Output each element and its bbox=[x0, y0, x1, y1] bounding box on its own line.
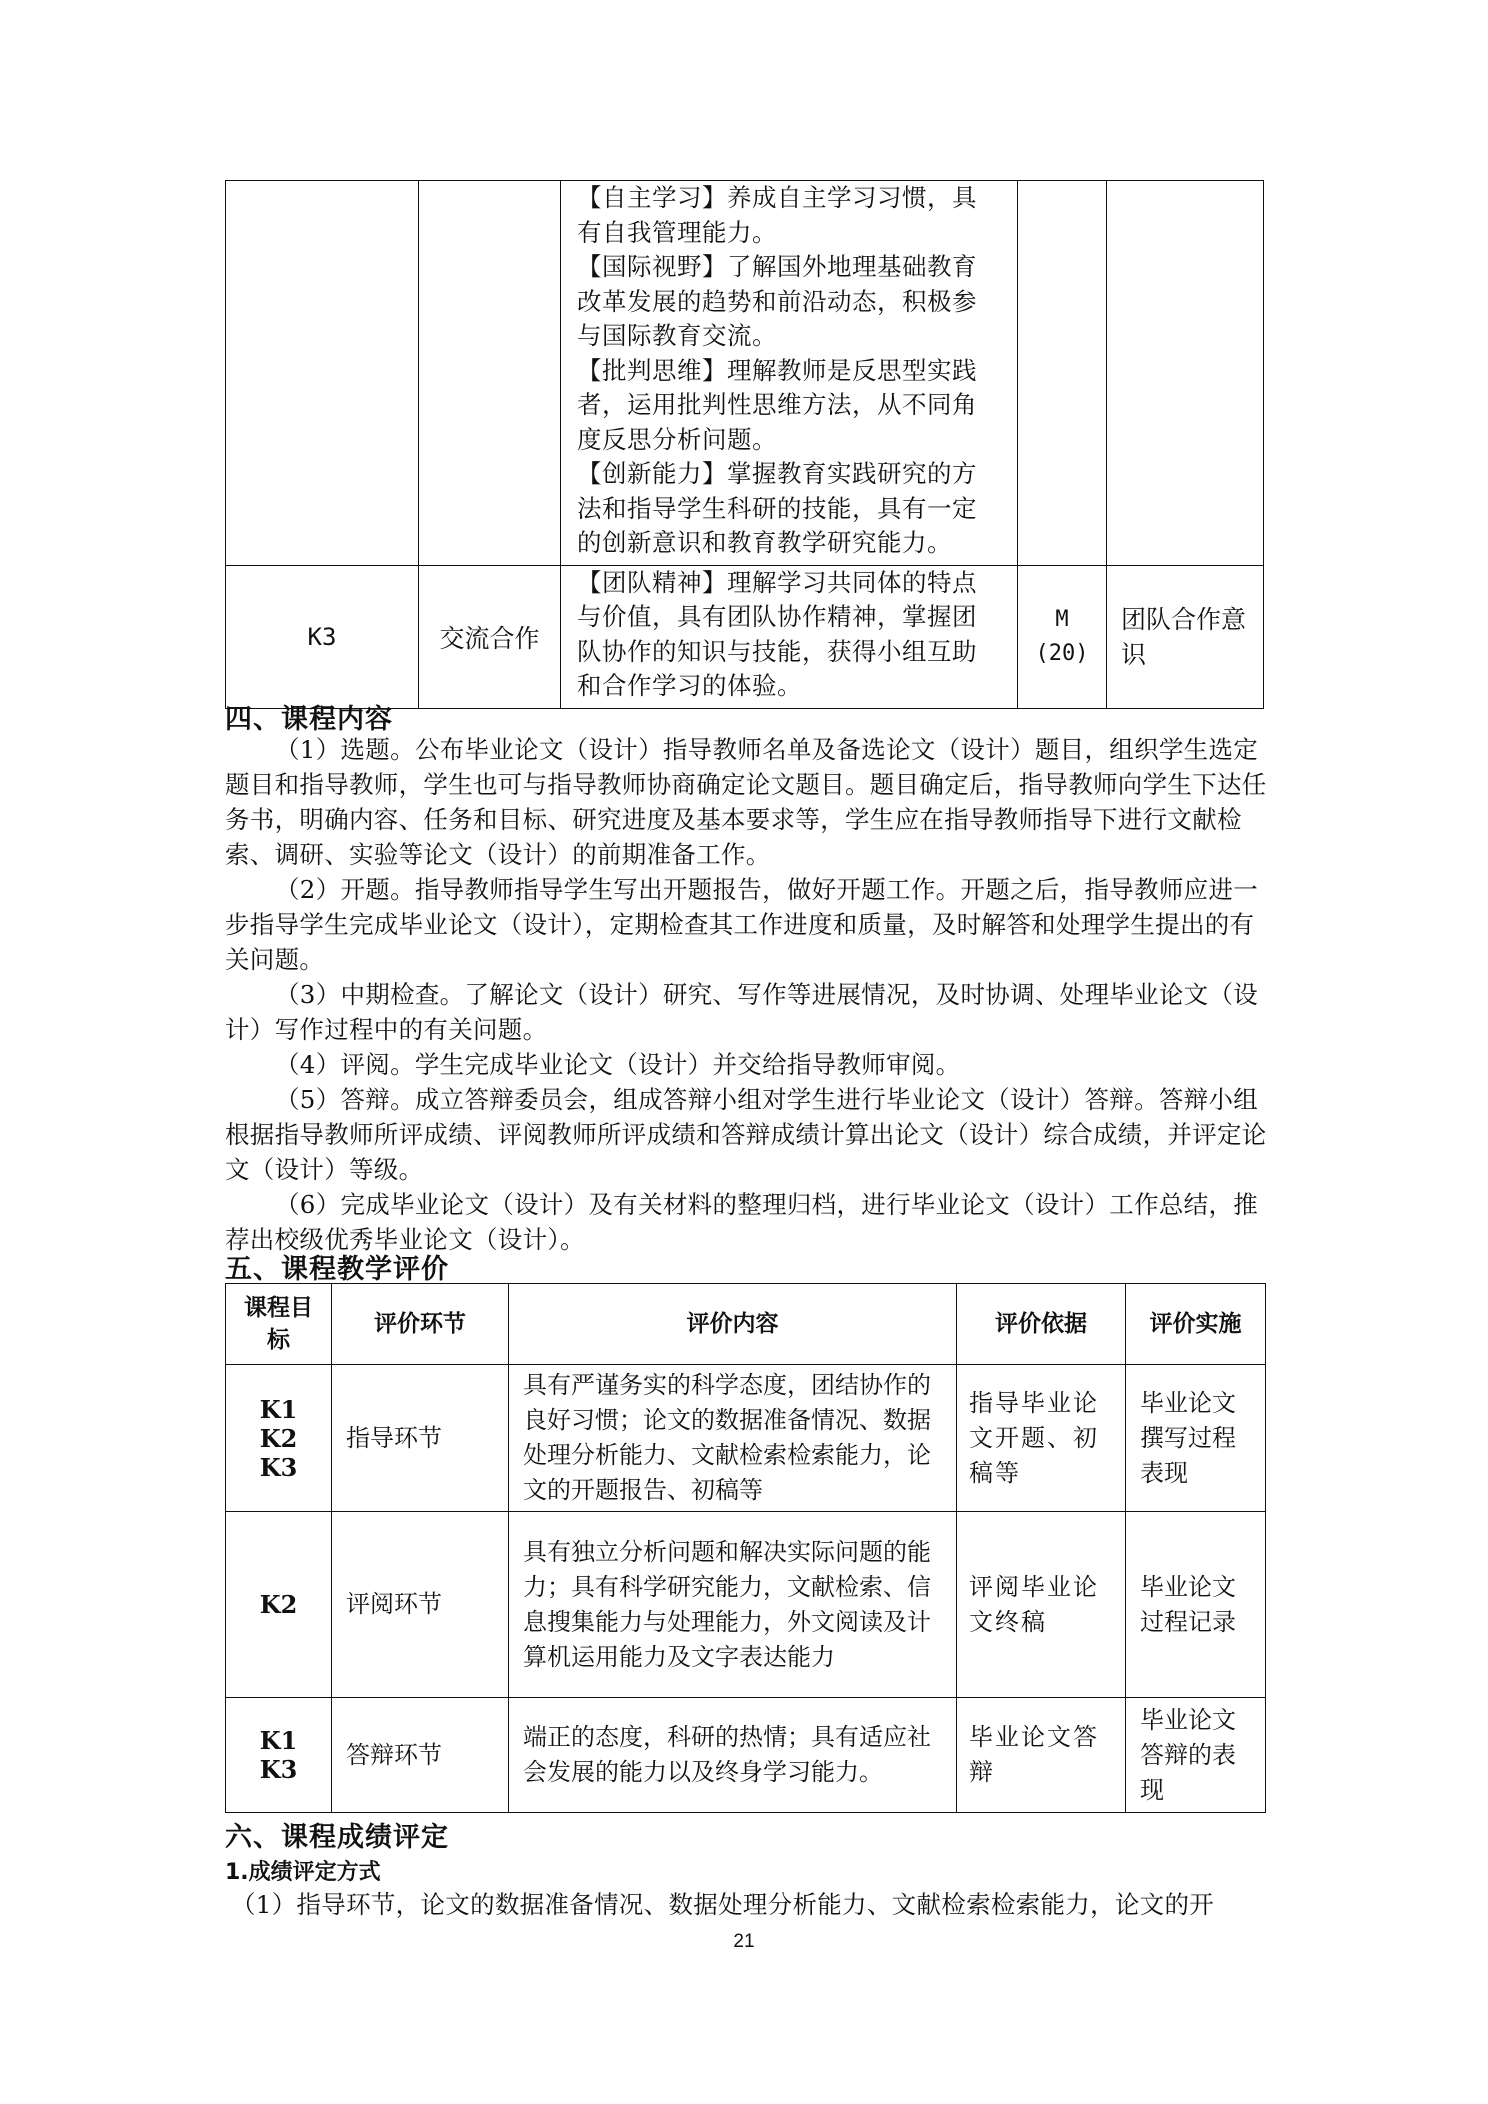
stage-cell: 答辩环节 bbox=[332, 1698, 509, 1813]
column-header: 评价依据 bbox=[957, 1284, 1126, 1365]
implementation-cell: 毕业论文答辩的表现 bbox=[1126, 1698, 1266, 1813]
content-cell: 具有严谨务实的科学态度，团结协作的良好习惯；论文的数据准备情况、数据处理分析能力、文献检索检索能力，论文的开题报告、初稿等 bbox=[509, 1365, 957, 1512]
implementation-cell: 毕业论文撰写过程表现 bbox=[1126, 1365, 1266, 1512]
name-cell: 交流合作 bbox=[419, 565, 561, 708]
content-cell: 端正的态度，科研的热情；具有适应社会发展的能力以及终身学习能力。 bbox=[509, 1698, 957, 1813]
stage-cell: 指导环节 bbox=[332, 1365, 509, 1512]
basis-cell: 指导毕业论文开题、初稿等 bbox=[957, 1365, 1126, 1512]
stage-cell: 评阅环节 bbox=[332, 1512, 509, 1698]
paragraph: （1）选题。公布毕业论文（设计）指导教师名单及备选论文（设计）题目，组织学生选定题目和指导教师，学生也可与指导教师协商确定论文题目。题目确定后，指导教师向学生下达任务书，明确内容、任务和目标、研究进度及基本要求等，学生应在指导教师指导下进行文献检索、调研、实验等论文（设计）的前期准备工作。 bbox=[225, 735, 1267, 869]
name-cell bbox=[419, 181, 561, 566]
table-row bbox=[226, 1512, 1266, 1698]
code-cell: K3 bbox=[226, 565, 419, 708]
target-cell: 团队合作意识 bbox=[1107, 565, 1264, 708]
table-row bbox=[226, 181, 1264, 566]
score-cell bbox=[1018, 181, 1107, 566]
column-header: 评价实施 bbox=[1126, 1284, 1266, 1365]
target-cell bbox=[226, 1698, 332, 1813]
objectives-table bbox=[225, 180, 1264, 709]
requirement-paragraph: 【自主学习】养成自主学习习惯，具有自我管理能力。 bbox=[577, 183, 977, 247]
evaluation-table bbox=[225, 1283, 1266, 1813]
target-cell bbox=[226, 1512, 332, 1698]
column-header: 评价环节 bbox=[332, 1284, 509, 1365]
requirement-cell bbox=[561, 181, 1018, 566]
content-cell: 具有独立分析问题和解决实际问题的能力；具有科学研究能力，文献检索、信息搜集能力与处理能力，外文阅读及计算机运用能力及文字表达能力 bbox=[509, 1512, 957, 1698]
target-code: K2 bbox=[259, 1590, 298, 1619]
table-row bbox=[226, 1698, 1266, 1813]
section-heading: 四、课程内容 bbox=[225, 704, 393, 735]
requirement-paragraph: 【团队精神】理解学习共同体的特点与价值，具有团队协作精神，掌握团队协作的知识与技能，获得小组互助和合作学习的体验。 bbox=[577, 567, 977, 700]
paragraph: （1）指导环节，论文的数据准备情况、数据处理分析能力、文献检索检索能力，论文的开 bbox=[231, 1890, 1215, 1919]
paragraph: （6）完成毕业论文（设计）及有关材料的整理归档，进行毕业论文（设计）工作总结，推荐出校级优秀毕业论文（设计）。 bbox=[225, 1190, 1259, 1254]
paragraph: （4）评阅。学生完成毕业论文（设计）并交给指导教师审阅。 bbox=[275, 1050, 961, 1079]
target-code: K3 bbox=[259, 1452, 298, 1482]
paragraph: （2）开题。指导教师指导学生写出开题报告，做好开题工作。开题之后，指导教师应进一步指导学生完成毕业论文（设计），定期检查其工作进度和质量，及时解答和处理学生提出的有关问题。 bbox=[225, 875, 1259, 974]
score-cell bbox=[1018, 565, 1107, 708]
implementation-cell: 毕业论文过程记录 bbox=[1126, 1512, 1266, 1698]
target-cell bbox=[1107, 181, 1264, 566]
target-cell bbox=[226, 1365, 332, 1512]
target-code: K1 bbox=[259, 1726, 298, 1755]
section-heading: 五、课程教学评价 bbox=[225, 1254, 449, 1285]
page-number: 21 bbox=[733, 1931, 755, 1952]
requirement-paragraph: 【批判思维】理解教师是反思型实践者，运用批判性思维方法，从不同角度反思分析问题。 bbox=[577, 355, 977, 454]
code-cell bbox=[226, 181, 419, 566]
column-header: 课程目标 bbox=[226, 1284, 332, 1365]
target-code: K3 bbox=[259, 1755, 298, 1784]
paragraph: （3）中期检查。了解论文（设计）研究、写作等进展情况，及时协调、处理毕业论文（设计）写作过程中的有关问题。 bbox=[225, 980, 1259, 1044]
score-grade: M bbox=[1055, 606, 1069, 632]
target-code: K1 bbox=[259, 1394, 298, 1424]
subsection-heading: 1.成绩评定方式 bbox=[225, 1860, 381, 1885]
requirement-cell bbox=[561, 565, 1018, 708]
target-code: K2 bbox=[259, 1423, 298, 1453]
requirement-paragraph: 【国际视野】了解国外地理基础教育改革发展的趋势和前沿动态，积极参与国际教育交流。 bbox=[577, 252, 977, 350]
requirement-paragraph: 【创新能力】掌握教育实践研究的方法和指导学生科研的技能，具有一定的创新意识和教育教学研究能力。 bbox=[577, 459, 977, 557]
table-row bbox=[226, 1365, 1266, 1512]
basis-cell: 评阅毕业论文终稿 bbox=[957, 1512, 1126, 1698]
basis-cell: 毕业论文答辩 bbox=[957, 1698, 1126, 1813]
column-header: 评价内容 bbox=[509, 1284, 957, 1365]
table-header-row bbox=[226, 1284, 1266, 1365]
section-heading: 六、课程成绩评定 bbox=[225, 1822, 449, 1853]
score-weight: (20) bbox=[1035, 640, 1089, 666]
table-row bbox=[226, 565, 1264, 708]
paragraph: （5）答辩。成立答辩委员会，组成答辩小组对学生进行毕业论文（设计）答辩。答辩小组根据指导教师所评成绩、评阅教师所评成绩和答辩成绩计算出论文（设计）综合成绩，并评定论文（设计）等级。 bbox=[225, 1085, 1267, 1184]
